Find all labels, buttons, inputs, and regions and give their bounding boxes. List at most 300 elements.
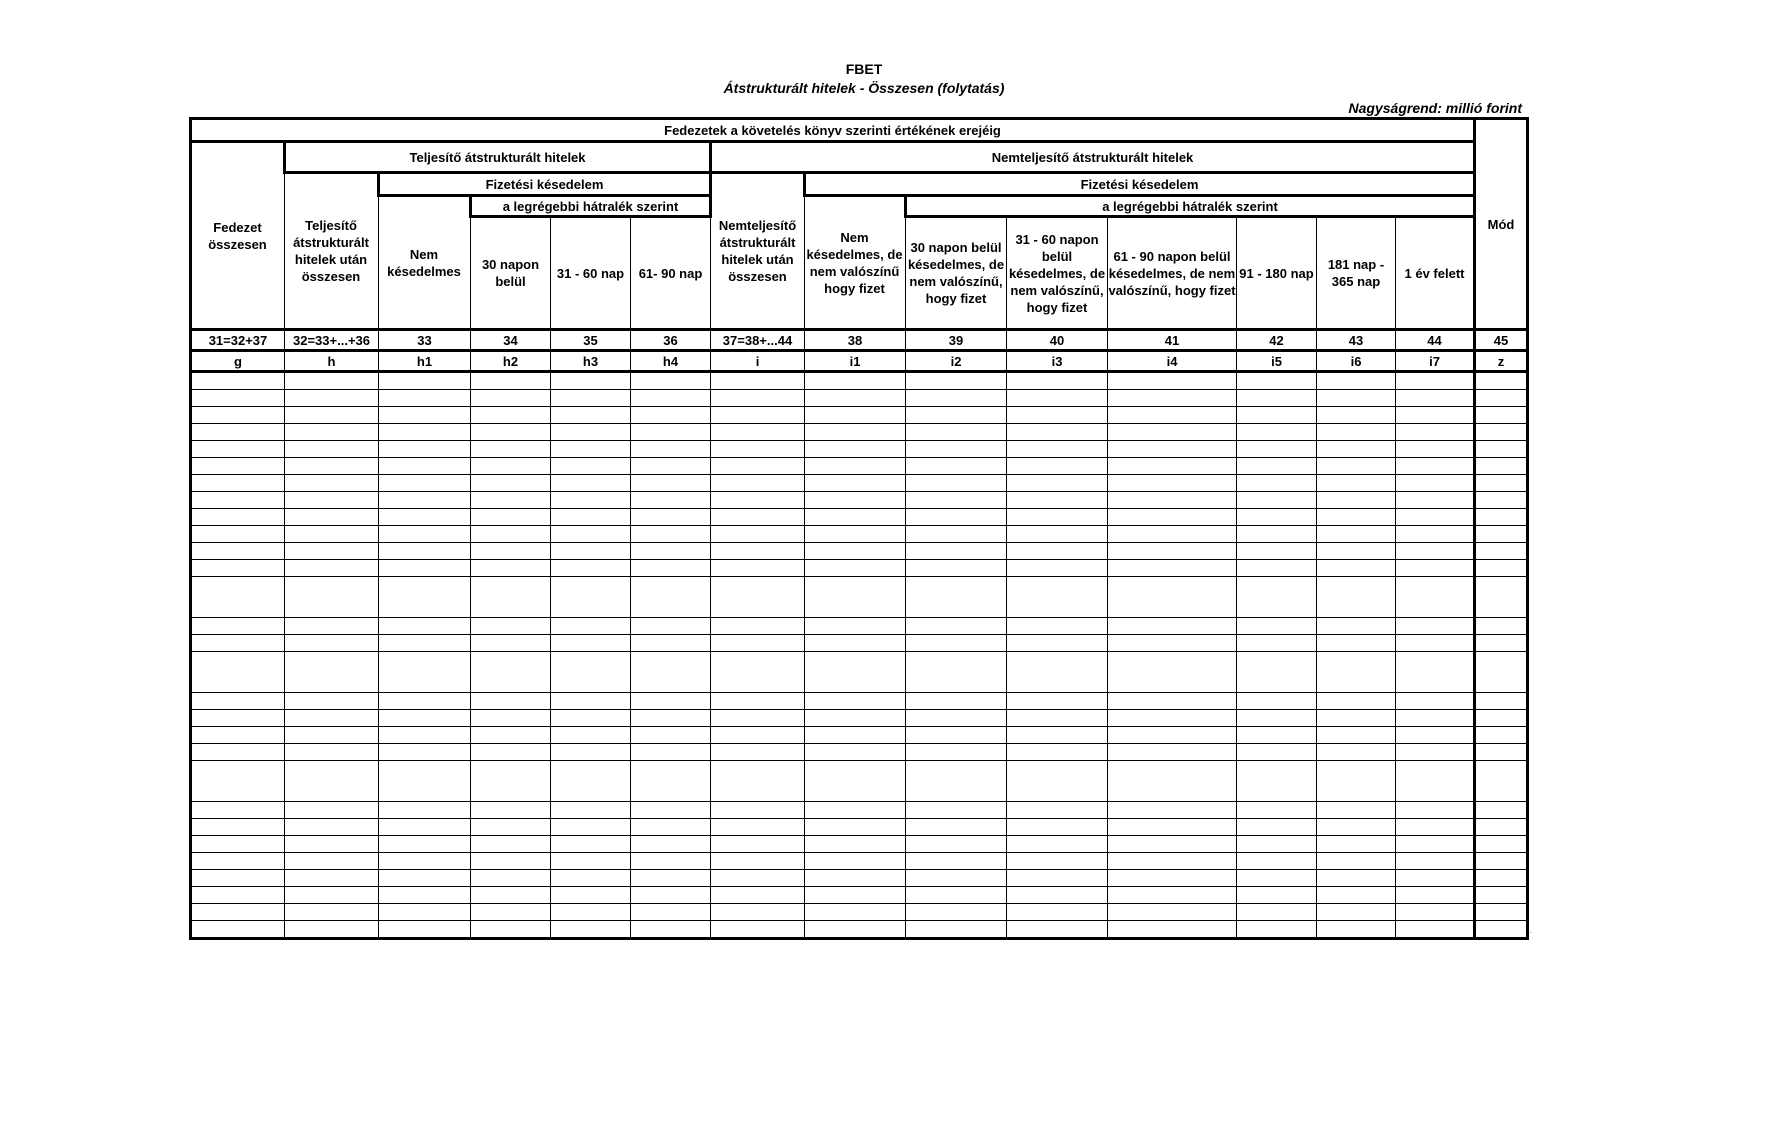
table-cell[interactable] — [551, 921, 631, 939]
table-cell[interactable] — [191, 744, 285, 761]
table-cell[interactable] — [906, 372, 1007, 390]
table-cell[interactable] — [1237, 836, 1317, 853]
table-cell[interactable] — [1475, 509, 1528, 526]
table-cell[interactable] — [191, 652, 285, 693]
table-cell[interactable] — [285, 802, 379, 819]
table-cell[interactable] — [906, 836, 1007, 853]
table-cell[interactable] — [805, 441, 906, 458]
table-cell[interactable] — [285, 904, 379, 921]
table-cell[interactable] — [711, 407, 805, 424]
table-cell[interactable] — [285, 635, 379, 652]
table-cell[interactable] — [191, 509, 285, 526]
table-cell[interactable] — [805, 802, 906, 819]
table-cell[interactable] — [551, 819, 631, 836]
table-cell[interactable] — [285, 819, 379, 836]
table-cell[interactable] — [1475, 407, 1528, 424]
table-cell[interactable] — [1475, 458, 1528, 475]
table-cell[interactable] — [471, 509, 551, 526]
table-cell[interactable] — [711, 509, 805, 526]
table-cell[interactable] — [551, 710, 631, 727]
table-cell[interactable] — [1396, 652, 1475, 693]
table-cell[interactable] — [805, 577, 906, 618]
table-cell[interactable] — [711, 819, 805, 836]
table-cell[interactable] — [379, 390, 471, 407]
table-cell[interactable] — [1317, 372, 1396, 390]
table-cell[interactable] — [191, 727, 285, 744]
table-cell[interactable] — [711, 635, 805, 652]
table-cell[interactable] — [711, 458, 805, 475]
table-cell[interactable] — [711, 802, 805, 819]
table-cell[interactable] — [379, 543, 471, 560]
table-cell[interactable] — [1396, 853, 1475, 870]
table-cell[interactable] — [379, 492, 471, 509]
table-cell[interactable] — [1475, 390, 1528, 407]
table-cell[interactable] — [631, 819, 711, 836]
table-cell[interactable] — [285, 921, 379, 939]
table-cell[interactable] — [1396, 836, 1475, 853]
table-cell[interactable] — [1108, 390, 1237, 407]
table-cell[interactable] — [1007, 887, 1108, 904]
table-cell[interactable] — [1317, 921, 1396, 939]
table-cell[interactable] — [1396, 526, 1475, 543]
table-cell[interactable] — [906, 744, 1007, 761]
table-cell[interactable] — [906, 887, 1007, 904]
table-cell[interactable] — [1396, 560, 1475, 577]
table-cell[interactable] — [1007, 458, 1108, 475]
table-cell[interactable] — [906, 635, 1007, 652]
table-cell[interactable] — [1108, 710, 1237, 727]
table-cell[interactable] — [1396, 441, 1475, 458]
table-cell[interactable] — [1108, 693, 1237, 710]
table-cell[interactable] — [906, 693, 1007, 710]
table-cell[interactable] — [906, 710, 1007, 727]
table-cell[interactable] — [191, 372, 285, 390]
table-cell[interactable] — [1237, 853, 1317, 870]
table-cell[interactable] — [711, 761, 805, 802]
table-cell[interactable] — [379, 475, 471, 492]
table-cell[interactable] — [906, 577, 1007, 618]
table-cell[interactable] — [379, 407, 471, 424]
table-cell[interactable] — [711, 441, 805, 458]
table-cell[interactable] — [1108, 819, 1237, 836]
table-cell[interactable] — [551, 560, 631, 577]
table-cell[interactable] — [631, 652, 711, 693]
table-cell[interactable] — [906, 652, 1007, 693]
table-cell[interactable] — [1317, 458, 1396, 475]
table-cell[interactable] — [1396, 407, 1475, 424]
table-cell[interactable] — [805, 372, 906, 390]
table-cell[interactable] — [1317, 904, 1396, 921]
table-cell[interactable] — [1317, 710, 1396, 727]
table-cell[interactable] — [631, 761, 711, 802]
table-cell[interactable] — [1475, 819, 1528, 836]
table-cell[interactable] — [711, 618, 805, 635]
table-cell[interactable] — [285, 543, 379, 560]
table-cell[interactable] — [379, 618, 471, 635]
table-cell[interactable] — [471, 390, 551, 407]
table-cell[interactable] — [1475, 543, 1528, 560]
table-cell[interactable] — [1108, 526, 1237, 543]
table-cell[interactable] — [551, 635, 631, 652]
table-cell[interactable] — [471, 560, 551, 577]
table-cell[interactable] — [379, 904, 471, 921]
table-cell[interactable] — [1475, 853, 1528, 870]
table-cell[interactable] — [1317, 509, 1396, 526]
table-cell[interactable] — [471, 727, 551, 744]
table-cell[interactable] — [191, 710, 285, 727]
table-cell[interactable] — [551, 727, 631, 744]
table-cell[interactable] — [1396, 921, 1475, 939]
table-cell[interactable] — [1007, 761, 1108, 802]
table-cell[interactable] — [631, 870, 711, 887]
table-cell[interactable] — [1475, 441, 1528, 458]
table-cell[interactable] — [906, 526, 1007, 543]
table-cell[interactable] — [551, 904, 631, 921]
table-cell[interactable] — [1396, 870, 1475, 887]
table-cell[interactable] — [1007, 693, 1108, 710]
table-cell[interactable] — [1237, 904, 1317, 921]
table-cell[interactable] — [379, 853, 471, 870]
table-cell[interactable] — [191, 921, 285, 939]
table-cell[interactable] — [1396, 543, 1475, 560]
table-cell[interactable] — [711, 390, 805, 407]
table-cell[interactable] — [631, 372, 711, 390]
table-cell[interactable] — [471, 407, 551, 424]
table-cell[interactable] — [1007, 560, 1108, 577]
table-cell[interactable] — [191, 870, 285, 887]
table-cell[interactable] — [551, 887, 631, 904]
table-cell[interactable] — [711, 853, 805, 870]
table-cell[interactable] — [551, 509, 631, 526]
table-cell[interactable] — [631, 635, 711, 652]
table-cell[interactable] — [471, 921, 551, 939]
table-cell[interactable] — [1108, 560, 1237, 577]
table-cell[interactable] — [191, 577, 285, 618]
table-cell[interactable] — [379, 577, 471, 618]
table-cell[interactable] — [805, 509, 906, 526]
table-cell[interactable] — [551, 475, 631, 492]
table-cell[interactable] — [191, 526, 285, 543]
table-cell[interactable] — [1007, 853, 1108, 870]
table-cell[interactable] — [1475, 492, 1528, 509]
table-cell[interactable] — [906, 618, 1007, 635]
table-cell[interactable] — [631, 904, 711, 921]
table-cell[interactable] — [1007, 727, 1108, 744]
table-cell[interactable] — [711, 887, 805, 904]
table-cell[interactable] — [1108, 458, 1237, 475]
table-cell[interactable] — [805, 836, 906, 853]
table-cell[interactable] — [379, 836, 471, 853]
table-cell[interactable] — [1475, 802, 1528, 819]
table-cell[interactable] — [805, 458, 906, 475]
table-cell[interactable] — [1108, 475, 1237, 492]
table-cell[interactable] — [711, 836, 805, 853]
table-cell[interactable] — [631, 887, 711, 904]
table-cell[interactable] — [805, 870, 906, 887]
table-cell[interactable] — [1475, 618, 1528, 635]
table-cell[interactable] — [1237, 372, 1317, 390]
table-cell[interactable] — [1237, 870, 1317, 887]
table-cell[interactable] — [1317, 492, 1396, 509]
table-cell[interactable] — [1108, 802, 1237, 819]
table-cell[interactable] — [471, 802, 551, 819]
table-cell[interactable] — [1475, 560, 1528, 577]
table-cell[interactable] — [1237, 618, 1317, 635]
table-cell[interactable] — [551, 761, 631, 802]
table-cell[interactable] — [1396, 761, 1475, 802]
table-cell[interactable] — [551, 458, 631, 475]
table-cell[interactable] — [551, 577, 631, 618]
table-cell[interactable] — [1007, 475, 1108, 492]
table-cell[interactable] — [1108, 853, 1237, 870]
table-cell[interactable] — [1237, 652, 1317, 693]
table-cell[interactable] — [1396, 372, 1475, 390]
table-cell[interactable] — [471, 441, 551, 458]
table-cell[interactable] — [906, 390, 1007, 407]
table-cell[interactable] — [285, 390, 379, 407]
table-cell[interactable] — [1237, 390, 1317, 407]
table-cell[interactable] — [711, 526, 805, 543]
table-cell[interactable] — [1475, 475, 1528, 492]
table-cell[interactable] — [711, 652, 805, 693]
table-cell[interactable] — [1237, 560, 1317, 577]
table-cell[interactable] — [285, 372, 379, 390]
table-cell[interactable] — [379, 921, 471, 939]
table-cell[interactable] — [471, 526, 551, 543]
table-cell[interactable] — [1396, 693, 1475, 710]
table-cell[interactable] — [285, 424, 379, 441]
table-cell[interactable] — [1237, 509, 1317, 526]
table-cell[interactable] — [191, 492, 285, 509]
table-cell[interactable] — [631, 618, 711, 635]
table-cell[interactable] — [1108, 635, 1237, 652]
table-cell[interactable] — [631, 710, 711, 727]
table-cell[interactable] — [631, 744, 711, 761]
table-cell[interactable] — [191, 424, 285, 441]
table-cell[interactable] — [906, 407, 1007, 424]
table-cell[interactable] — [805, 618, 906, 635]
table-cell[interactable] — [1475, 526, 1528, 543]
table-cell[interactable] — [906, 560, 1007, 577]
table-cell[interactable] — [285, 458, 379, 475]
table-cell[interactable] — [1007, 652, 1108, 693]
table-cell[interactable] — [285, 526, 379, 543]
table-cell[interactable] — [1317, 802, 1396, 819]
table-cell[interactable] — [1007, 407, 1108, 424]
table-cell[interactable] — [1108, 441, 1237, 458]
table-cell[interactable] — [906, 727, 1007, 744]
table-cell[interactable] — [1237, 693, 1317, 710]
table-cell[interactable] — [805, 560, 906, 577]
table-cell[interactable] — [906, 509, 1007, 526]
table-cell[interactable] — [1108, 761, 1237, 802]
table-cell[interactable] — [379, 727, 471, 744]
table-cell[interactable] — [1007, 870, 1108, 887]
table-cell[interactable] — [471, 577, 551, 618]
table-cell[interactable] — [1237, 475, 1317, 492]
table-cell[interactable] — [711, 560, 805, 577]
table-cell[interactable] — [1007, 904, 1108, 921]
table-cell[interactable] — [551, 802, 631, 819]
table-cell[interactable] — [1475, 744, 1528, 761]
table-cell[interactable] — [1475, 652, 1528, 693]
table-cell[interactable] — [1237, 635, 1317, 652]
table-cell[interactable] — [471, 887, 551, 904]
table-cell[interactable] — [906, 441, 1007, 458]
table-cell[interactable] — [379, 560, 471, 577]
table-cell[interactable] — [805, 652, 906, 693]
table-cell[interactable] — [191, 802, 285, 819]
table-cell[interactable] — [1475, 870, 1528, 887]
table-cell[interactable] — [805, 853, 906, 870]
table-cell[interactable] — [711, 577, 805, 618]
table-cell[interactable] — [805, 543, 906, 560]
table-cell[interactable] — [1317, 887, 1396, 904]
table-cell[interactable] — [1237, 744, 1317, 761]
table-cell[interactable] — [379, 761, 471, 802]
table-cell[interactable] — [1007, 744, 1108, 761]
table-cell[interactable] — [1317, 407, 1396, 424]
table-cell[interactable] — [379, 744, 471, 761]
table-cell[interactable] — [191, 407, 285, 424]
table-cell[interactable] — [1317, 761, 1396, 802]
table-cell[interactable] — [471, 761, 551, 802]
table-cell[interactable] — [906, 761, 1007, 802]
table-cell[interactable] — [805, 492, 906, 509]
table-cell[interactable] — [1007, 618, 1108, 635]
table-cell[interactable] — [1475, 887, 1528, 904]
table-cell[interactable] — [191, 887, 285, 904]
table-cell[interactable] — [631, 921, 711, 939]
table-cell[interactable] — [1108, 904, 1237, 921]
table-cell[interactable] — [551, 836, 631, 853]
table-cell[interactable] — [1237, 407, 1317, 424]
table-cell[interactable] — [1475, 372, 1528, 390]
table-cell[interactable] — [471, 693, 551, 710]
table-cell[interactable] — [191, 904, 285, 921]
table-cell[interactable] — [191, 853, 285, 870]
table-cell[interactable] — [805, 407, 906, 424]
table-cell[interactable] — [906, 492, 1007, 509]
table-cell[interactable] — [379, 870, 471, 887]
table-cell[interactable] — [285, 618, 379, 635]
table-cell[interactable] — [471, 870, 551, 887]
table-cell[interactable] — [1475, 921, 1528, 939]
table-cell[interactable] — [1237, 577, 1317, 618]
table-cell[interactable] — [1317, 618, 1396, 635]
table-cell[interactable] — [471, 744, 551, 761]
table-cell[interactable] — [805, 727, 906, 744]
table-cell[interactable] — [379, 652, 471, 693]
table-cell[interactable] — [1108, 372, 1237, 390]
table-cell[interactable] — [1108, 887, 1237, 904]
table-cell[interactable] — [1317, 526, 1396, 543]
table-cell[interactable] — [551, 390, 631, 407]
table-cell[interactable] — [1237, 921, 1317, 939]
table-cell[interactable] — [1108, 618, 1237, 635]
table-cell[interactable] — [906, 853, 1007, 870]
table-cell[interactable] — [906, 870, 1007, 887]
table-cell[interactable] — [1007, 635, 1108, 652]
table-cell[interactable] — [379, 710, 471, 727]
table-cell[interactable] — [711, 904, 805, 921]
table-cell[interactable] — [191, 458, 285, 475]
table-cell[interactable] — [631, 458, 711, 475]
table-cell[interactable] — [285, 577, 379, 618]
table-cell[interactable] — [1237, 492, 1317, 509]
table-cell[interactable] — [631, 441, 711, 458]
table-cell[interactable] — [1396, 492, 1475, 509]
table-cell[interactable] — [471, 652, 551, 693]
table-cell[interactable] — [631, 407, 711, 424]
table-cell[interactable] — [1396, 424, 1475, 441]
table-cell[interactable] — [631, 526, 711, 543]
table-cell[interactable] — [1317, 424, 1396, 441]
table-cell[interactable] — [1317, 635, 1396, 652]
table-cell[interactable] — [906, 921, 1007, 939]
table-cell[interactable] — [191, 819, 285, 836]
table-cell[interactable] — [379, 526, 471, 543]
table-cell[interactable] — [1108, 921, 1237, 939]
table-cell[interactable] — [1108, 509, 1237, 526]
table-cell[interactable] — [471, 819, 551, 836]
table-cell[interactable] — [1108, 870, 1237, 887]
table-cell[interactable] — [379, 635, 471, 652]
table-cell[interactable] — [551, 492, 631, 509]
table-cell[interactable] — [805, 390, 906, 407]
table-cell[interactable] — [1317, 652, 1396, 693]
table-cell[interactable] — [1317, 441, 1396, 458]
table-cell[interactable] — [805, 921, 906, 939]
table-cell[interactable] — [285, 887, 379, 904]
table-cell[interactable] — [906, 475, 1007, 492]
table-cell[interactable] — [1237, 710, 1317, 727]
table-cell[interactable] — [551, 618, 631, 635]
table-cell[interactable] — [1237, 887, 1317, 904]
table-cell[interactable] — [1317, 836, 1396, 853]
table-cell[interactable] — [1317, 543, 1396, 560]
table-cell[interactable] — [285, 761, 379, 802]
table-cell[interactable] — [471, 836, 551, 853]
table-cell[interactable] — [1475, 635, 1528, 652]
table-cell[interactable] — [1396, 509, 1475, 526]
table-cell[interactable] — [1475, 710, 1528, 727]
table-cell[interactable] — [551, 870, 631, 887]
table-cell[interactable] — [471, 458, 551, 475]
table-cell[interactable] — [285, 693, 379, 710]
table-cell[interactable] — [471, 424, 551, 441]
table-cell[interactable] — [1108, 836, 1237, 853]
table-cell[interactable] — [805, 526, 906, 543]
table-cell[interactable] — [1317, 744, 1396, 761]
table-cell[interactable] — [1007, 509, 1108, 526]
table-cell[interactable] — [711, 921, 805, 939]
table-cell[interactable] — [285, 509, 379, 526]
table-cell[interactable] — [1396, 577, 1475, 618]
table-cell[interactable] — [1007, 424, 1108, 441]
table-cell[interactable] — [191, 560, 285, 577]
table-cell[interactable] — [1396, 475, 1475, 492]
table-cell[interactable] — [285, 853, 379, 870]
table-cell[interactable] — [191, 543, 285, 560]
table-cell[interactable] — [551, 693, 631, 710]
table-cell[interactable] — [285, 560, 379, 577]
table-cell[interactable] — [1237, 441, 1317, 458]
table-cell[interactable] — [1007, 836, 1108, 853]
table-cell[interactable] — [1237, 761, 1317, 802]
table-cell[interactable] — [805, 635, 906, 652]
table-cell[interactable] — [906, 543, 1007, 560]
